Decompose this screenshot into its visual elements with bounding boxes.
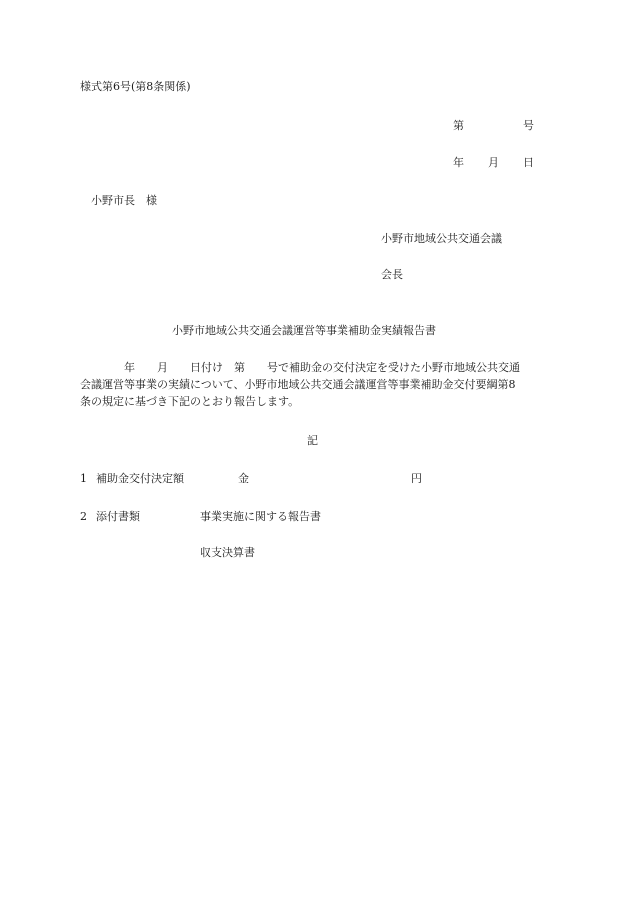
body-paragraph	[80, 360, 550, 411]
item1-label: 補助金交付決定額	[96, 472, 184, 485]
sender-title: 会長	[381, 268, 403, 281]
body-line: 会議運営等事業の実績について、小野市地域公共交通会議運営等事業補助金交付要綱第8	[80, 378, 516, 391]
item1-unit: 円	[411, 472, 422, 485]
item1-amount-prefix: 金	[238, 472, 249, 485]
attachment-item: 事業実施に関する報告書	[200, 510, 321, 523]
addressee: 小野市長 様	[91, 194, 157, 207]
body-line: 条の規定に基づき下記のとおり報告します。	[80, 395, 300, 408]
attachment-item: 収支決算書	[200, 546, 255, 559]
date-month: 月	[488, 156, 499, 169]
item2-number: 2	[80, 510, 87, 523]
date-day: 日	[523, 156, 534, 169]
doc-number-prefix: 第	[453, 119, 464, 132]
sender-organization: 小野市地域公共交通会議	[381, 232, 502, 245]
date-year: 年	[453, 156, 464, 169]
document-title: 小野市地域公共交通会議運営等事業補助金実績報告書	[172, 324, 436, 337]
ki-heading: 記	[307, 434, 318, 447]
form-label: 様式第6号(第8条関係)	[80, 80, 191, 93]
item1-number: 1	[80, 472, 87, 485]
doc-number-suffix: 号	[523, 119, 534, 132]
item2-label: 添付書類	[96, 510, 140, 523]
body-line: 年 月 日付け 第 号で補助金の交付決定を受けた小野市地域公共交通	[80, 361, 520, 374]
